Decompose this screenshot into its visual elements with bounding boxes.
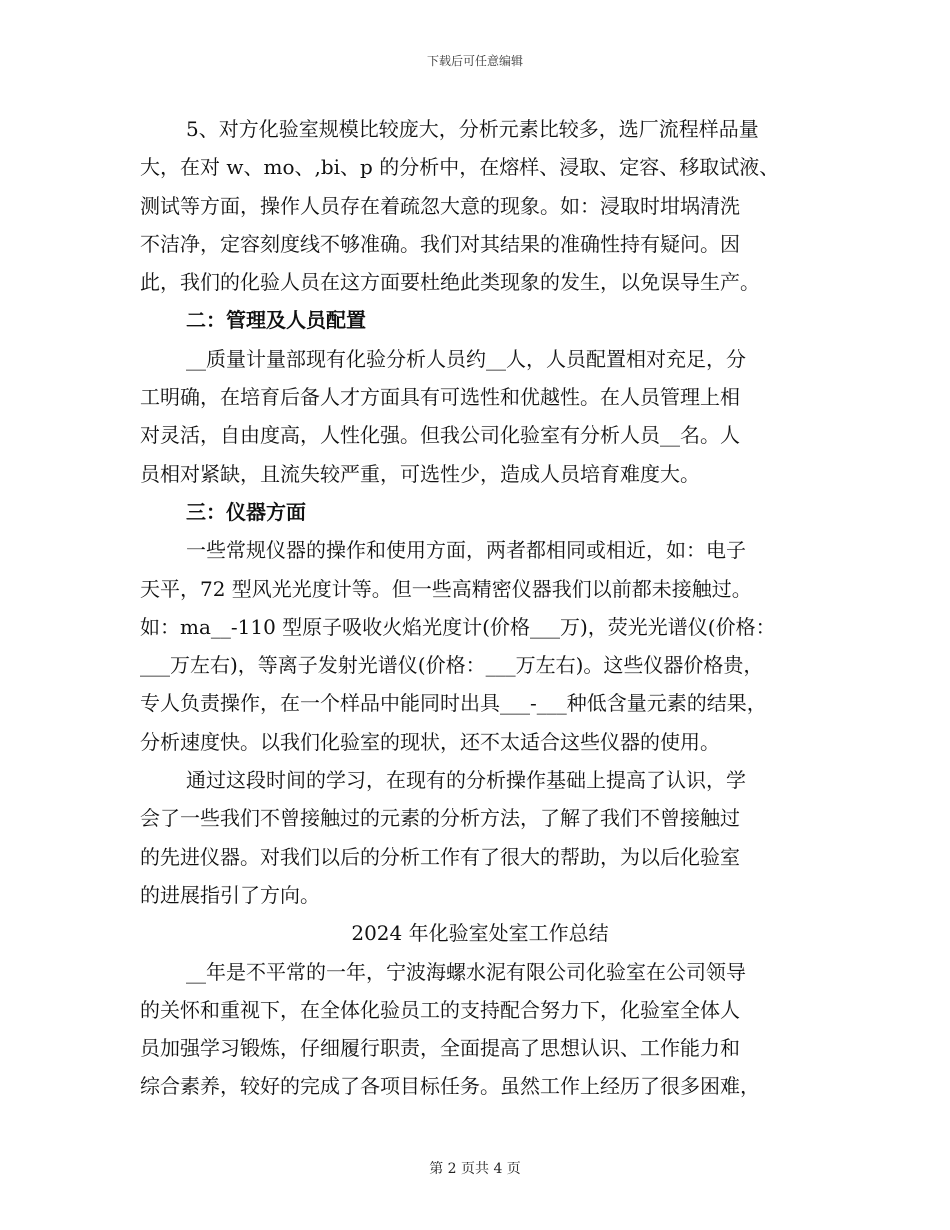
paragraph-line: 5、对方化验室规模比较庞大，分析元素比较多，选厂流程样品量 (186, 117, 759, 141)
paragraph-line: 通过这段时间的学习，在现有的分析操作基础上提高了认识，学 (186, 768, 746, 793)
paragraph-line: 分析速度快。以我们化验室的现状，还不太适合这些仪器的使用。 (140, 729, 720, 754)
paragraph-line: 测试等方面，操作人员存在着疏忽大意的现象。如：浸取时坩埚清洗 (140, 193, 740, 218)
paragraph-line: 员相对紧缺，且流失较严重，可选性少，造成人员培育难度大。 (140, 461, 700, 486)
paragraph-line: 的先进仪器。对我们以后的分析工作有了很大的帮助，为以后化验室 (140, 844, 740, 869)
document-title: 2024 年化验室处室工作总结 (351, 921, 609, 946)
paragraph-line: __年是不平常的一年，宁波海螺水泥有限公司化验室在公司领导 (186, 959, 746, 984)
paragraph-line: 员加强学习锻炼，仔细履行职责，全面提高了思想认识、工作能力和 (140, 1036, 740, 1061)
paragraph-line: 对灵活，自由度高，人性化强。但我公司化验室有分析人员__名。人 (140, 423, 740, 448)
paragraph-line: 会了一些我们不曾接触过的元素的分析方法，了解了我们不曾接触过 (140, 806, 740, 831)
document-body (140, 110, 820, 1106)
page-footer: 第 2 页共 4 页 (429, 1161, 521, 1177)
paragraph-line: 不洁净，定容刻度线不够准确。我们对其结果的准确性持有疑问。因 (140, 231, 740, 256)
page-header: 下载后可任意编辑 (426, 54, 523, 68)
section-heading: 二：管理及人员配置 (186, 308, 366, 333)
paragraph-line: 的关怀和重视下，在全体化验员工的支持配合努力下，化验室全体人 (140, 997, 740, 1022)
paragraph-line: 专人负责操作，在一个样品中能同时出具___-___种低含量元素的结果， (140, 691, 767, 716)
paragraph-line: 天平，72 型风光光度计等。但一些高精密仪器我们以前都未接触过。 (140, 576, 752, 601)
paragraph-line: 综合素养，较好的完成了各项目标任务。虽然工作上经历了很多困难， (140, 1074, 760, 1099)
paragraph-line: 的进展指引了方向。 (140, 882, 320, 907)
paragraph-line: __质量计量部现有化验分析人员约__人，人员配置相对充足，分 (186, 346, 746, 371)
paragraph-line: 一些常规仪器的操作和使用方面，两者都相同或相近，如：电子 (186, 538, 746, 563)
section-heading: 三：仪器方面 (186, 499, 306, 524)
paragraph-line: 此，我们的化验人员在这方面要杜绝此类现象的发生，以免误导生产。 (140, 270, 760, 295)
paragraph-line: 工明确，在培育后备人才方面具有可选性和优越性。在人员管理上相 (140, 385, 740, 410)
paragraph-line: 如：ma__-110 型原子吸收火焰光度计(价格___万)，荧光光谱仪(价格： (140, 614, 776, 639)
paragraph-line: ___万左右)，等离子发射光谱仪(价格：___万左右)。这些仪器价格贵， (140, 653, 764, 678)
paragraph-line: 大，在对 w、mo、,bi、p 的分析中，在熔样、浸取、定容、移取试液、 (140, 155, 780, 180)
